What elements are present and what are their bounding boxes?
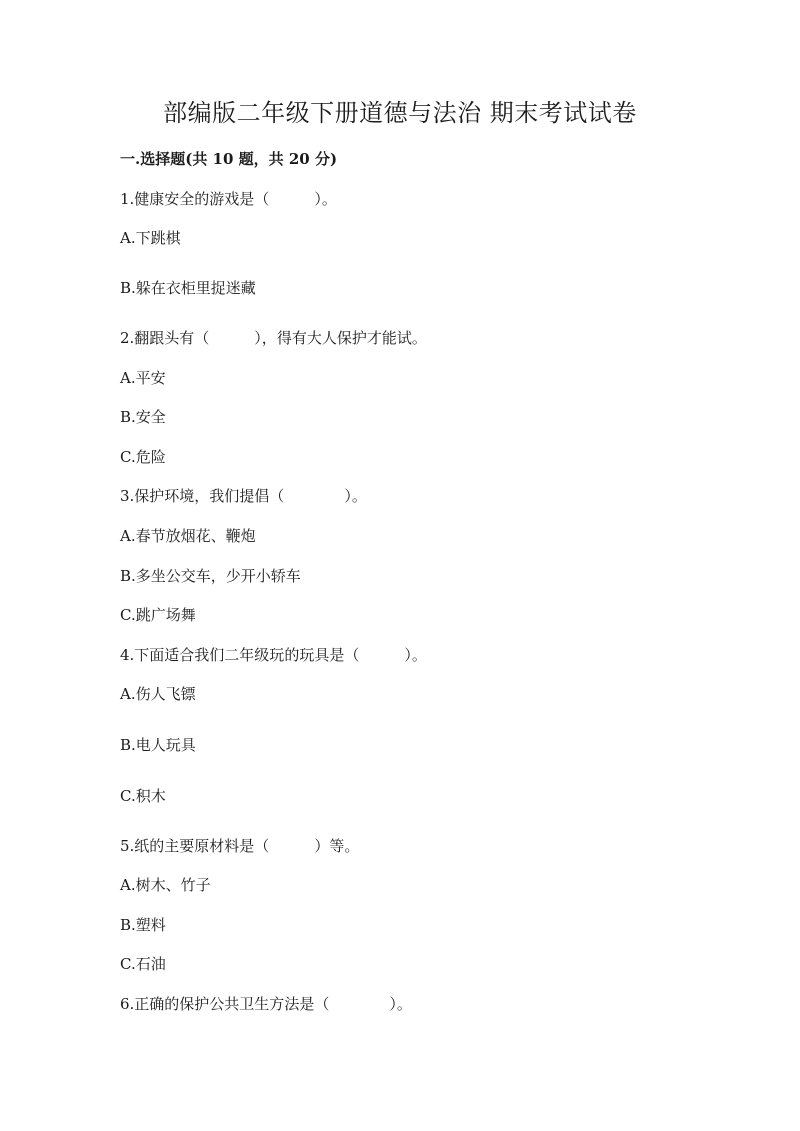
question-1-stem: 1.健康安全的游戏是（ ）。 (120, 190, 337, 208)
question-2-stem: 2.翻跟头有（ ），得有大人保护才能试。 (120, 329, 427, 347)
question-4-stem: 4.下面适合我们二年级玩的玩具是（ ）。 (120, 646, 427, 664)
question-6-stem: 6.正确的保护公共卫生方法是（ ）。 (120, 995, 412, 1013)
question-4-option-a: A.伤人飞镖 (120, 685, 196, 703)
question-3-option-c: C.跳广场舞 (120, 606, 196, 624)
question-3-option-b: B.多坐公交车，少开小轿车 (120, 567, 301, 585)
page-title: 部编版二年级下册道德与法治 期末考试试卷 (163, 99, 637, 127)
question-5-option-c: C.石油 (120, 955, 166, 973)
question-3-option-a: A.春节放烟花、鞭炮 (120, 527, 256, 545)
section-heading: 一.选择题(共 10 题，共 20 分) (120, 150, 338, 168)
question-2-option-b: B.安全 (120, 408, 166, 426)
question-1-option-b: B.躲在衣柜里捉迷藏 (120, 279, 256, 297)
question-2-option-c: C.危险 (120, 448, 166, 466)
question-5-option-a: A.树木、竹子 (120, 876, 211, 894)
question-1-option-a: A.下跳棋 (120, 229, 181, 247)
question-5-option-b: B.塑料 (120, 916, 166, 934)
question-3-stem: 3.保护环境，我们提倡（ ）。 (120, 487, 367, 505)
question-2-option-a: A.平安 (120, 369, 166, 387)
question-4-option-b: B.电人玩具 (120, 736, 196, 754)
question-4-option-c: C.积木 (120, 787, 166, 805)
question-5-stem: 5.纸的主要原材料是（ ）等。 (120, 837, 360, 855)
